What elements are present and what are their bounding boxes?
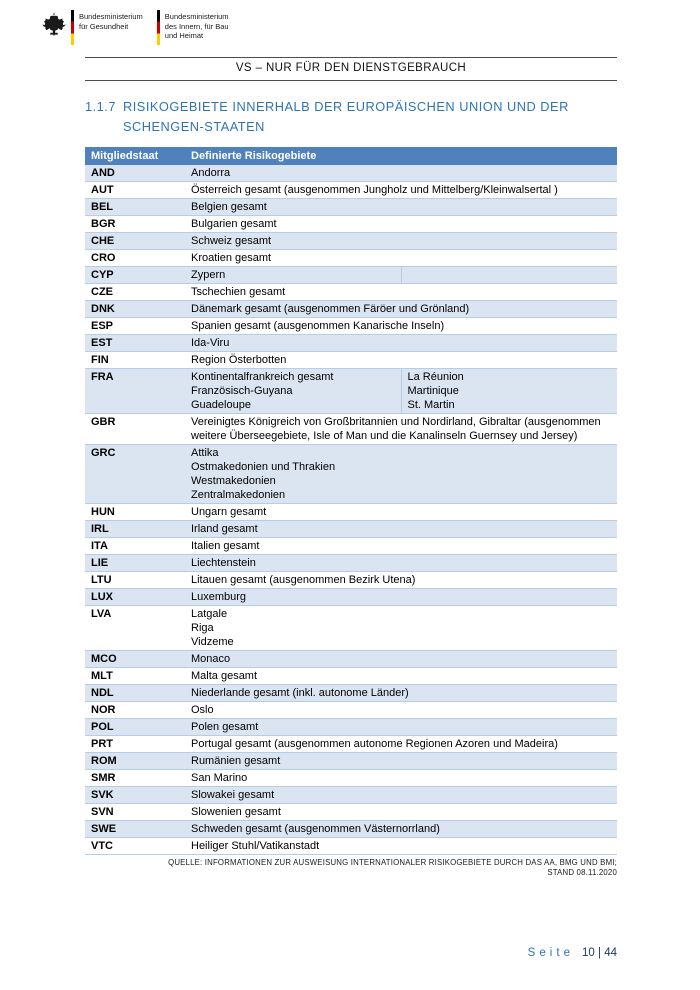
region-line: Ungarn gesamt [191, 506, 267, 518]
regions-subcell-right [401, 267, 618, 283]
region-line: Region Österbotten [191, 354, 287, 366]
table-row [85, 414, 617, 445]
regions-cell [185, 668, 617, 684]
table-row [85, 555, 617, 572]
regions-cell [185, 165, 617, 181]
regions-subcell [185, 572, 617, 588]
region-line: Österreich gesamt (ausgenommen Jungholz und Mittelberg/Kleinwalsertal ) [191, 184, 558, 196]
section-heading [85, 97, 617, 137]
regions-subcell [185, 589, 617, 605]
regions-subcell [185, 702, 617, 718]
page-number-total: 44 [604, 947, 617, 959]
regions-subcell [185, 267, 401, 283]
regions-cell [185, 250, 617, 266]
region-line: Rumänien gesamt [191, 755, 281, 767]
regions-subcell [185, 685, 617, 701]
table-row [85, 250, 617, 267]
page-number-separator: | [598, 947, 601, 959]
region-line: Portugal gesamt (ausgenommen autonome Regionen Azoren und Madeira) [191, 738, 558, 750]
region-line: Westmakedonien [191, 475, 276, 487]
member-state-code: BEL [91, 201, 113, 213]
regions-cell [185, 301, 617, 317]
member-state-code: GRC [91, 447, 116, 459]
bmi-logo-line: Bundesministerium [164, 12, 229, 21]
regions-cell [185, 787, 617, 803]
regions-subcell [185, 606, 617, 650]
table-row [85, 838, 617, 855]
regions-subcell [185, 753, 617, 769]
regions-cell [185, 804, 617, 820]
member-state-code: SWE [91, 823, 117, 835]
member-state-code: MCO [91, 653, 117, 665]
regions-cell [185, 284, 617, 300]
classification-banner: VS – NUR FÜR DEN DIENSTGEBRAUCH [85, 57, 617, 81]
regions-cell [185, 821, 617, 837]
member-state-code: SVK [91, 789, 114, 801]
regions-subcell [185, 216, 617, 232]
member-state-code: SVN [91, 806, 114, 818]
region-line: Vidzeme [191, 636, 234, 648]
bmi-logo-line: und Heimat [164, 31, 204, 40]
table-row [85, 821, 617, 838]
regions-subcell [185, 352, 617, 368]
region-line: Attika [191, 447, 219, 459]
region-line: Litauen gesamt (ausgenommen Bezirk Utena) [191, 574, 416, 586]
region-line: Ida-Viru [191, 337, 230, 349]
table-row [85, 702, 617, 719]
region-line: Irland gesamt [191, 523, 258, 535]
regions-subcell [185, 838, 617, 854]
member-state-code: FIN [91, 354, 109, 366]
table-row [85, 369, 617, 414]
regions-cell [185, 504, 617, 520]
table-row [85, 199, 617, 216]
region-line: Zentralmakedonien [191, 489, 286, 501]
table-row [85, 521, 617, 538]
column-header-risikogebiete: Definierte Risikogebiete [191, 150, 317, 162]
regions-cell [185, 736, 617, 752]
member-state-code: NDL [91, 687, 114, 699]
table-row [85, 504, 617, 521]
table-row [85, 589, 617, 606]
regions-cell [185, 335, 617, 351]
page-number [528, 947, 617, 959]
regions-subcell [185, 335, 617, 351]
source-note-line1: QUELLE: INFORMATIONEN ZUR AUSWEISUNG INTERNATIONALER RISIKOGEBIETE DURCH DAS AA, BMG UND BMI; [168, 858, 617, 867]
flag-stripe-icon [71, 10, 74, 45]
regions-cell [185, 685, 617, 701]
table-row [85, 651, 617, 668]
region-line: Heiliger Stuhl/Vatikanstadt [191, 840, 320, 852]
regions-subcell [185, 804, 617, 820]
regions-subcell [185, 414, 617, 444]
region-line: Tschechien gesamt [191, 286, 286, 298]
regions-subcell [185, 369, 401, 413]
table-row [85, 335, 617, 352]
member-state-code: ESP [91, 320, 114, 332]
ministry-logos [42, 10, 617, 45]
region-line: La Réunion [407, 371, 464, 383]
region-line: Kroatien gesamt [191, 252, 272, 264]
regions-cell [185, 572, 617, 588]
member-state-code: AND [91, 167, 115, 179]
regions-cell [185, 555, 617, 571]
regions-cell [185, 753, 617, 769]
bmg-logo-text [79, 10, 143, 31]
region-line: Bulgarien gesamt [191, 218, 277, 230]
risk-areas-table [85, 147, 617, 855]
region-line: Guadeloupe [191, 399, 251, 411]
regions-subcell [185, 504, 617, 520]
member-state-code: LTU [91, 574, 112, 586]
member-state-code: HUN [91, 506, 115, 518]
region-line: Vereinigtes Königreich von Großbritannien und Nordirland, Gibraltar (ausgenommen weitere Überseegebiete, Isle of Man und die Kanalinseln Guernsey und Jersey) [191, 416, 601, 442]
bmg-logo-line: Bundesministerium [79, 12, 143, 21]
regions-subcell [185, 719, 617, 735]
table-header-row [85, 147, 617, 165]
region-line: Luxemburg [191, 591, 247, 603]
member-state-code: LIE [91, 557, 109, 569]
region-line: Liechtenstein [191, 557, 256, 569]
regions-subcell [185, 301, 617, 317]
regions-subcell [185, 651, 617, 667]
table-row [85, 267, 617, 284]
regions-cell [185, 651, 617, 667]
member-state-code: ROM [91, 755, 117, 767]
page-number-label: Seite [527, 947, 574, 959]
regions-subcell [185, 233, 617, 249]
region-line: Monaco [191, 653, 231, 665]
region-line: Zypern [191, 269, 226, 281]
member-state-code: CYP [91, 269, 114, 281]
section-title: RISIKOGEBIETE INNERHALB DER EUROPÄISCHEN UNION UND DER SCHENGEN-STAATEN [123, 99, 569, 134]
table-row [85, 352, 617, 369]
region-line: Latgale [191, 608, 228, 620]
regions-subcell [185, 182, 617, 198]
region-line: St. Martin [407, 399, 455, 411]
bmg-logo [42, 10, 143, 45]
member-state-code: LUX [91, 591, 113, 603]
region-line: Oslo [191, 704, 214, 716]
member-state-code: AUT [91, 184, 114, 196]
regions-cell [185, 606, 617, 650]
table-row [85, 445, 617, 504]
member-state-code: ITA [91, 540, 108, 552]
table-row [85, 736, 617, 753]
regions-cell [185, 414, 617, 444]
regions-subcell [185, 555, 617, 571]
regions-cell [185, 838, 617, 854]
regions-subcell [185, 318, 617, 334]
region-line: Malta gesamt [191, 670, 258, 682]
regions-cell [185, 233, 617, 249]
member-state-code: IRL [91, 523, 109, 535]
regions-cell [185, 702, 617, 718]
member-state-code: EST [91, 337, 113, 349]
table-row [85, 804, 617, 821]
regions-cell [185, 318, 617, 334]
member-state-code: LVA [91, 608, 112, 620]
federal-eagle-icon [42, 11, 66, 38]
table-row [85, 685, 617, 702]
table-row [85, 165, 617, 182]
regions-cell [185, 267, 617, 283]
table-row [85, 538, 617, 555]
member-state-code: SMR [91, 772, 116, 784]
table-row [85, 284, 617, 301]
region-line: Andorra [191, 167, 231, 179]
member-state-code: MLT [91, 670, 113, 682]
member-state-code: CHE [91, 235, 115, 247]
region-line: Belgien gesamt [191, 201, 267, 213]
regions-subcell [185, 199, 617, 215]
region-line: Spanien gesamt (ausgenommen Kanarische Inseln) [191, 320, 445, 332]
regions-cell [185, 719, 617, 735]
regions-subcell [185, 521, 617, 537]
member-state-code: DNK [91, 303, 115, 315]
regions-subcell [185, 736, 617, 752]
regions-subcell [185, 165, 617, 181]
table-row [85, 753, 617, 770]
column-header-mitgliedstaat: Mitgliedstaat [91, 150, 159, 162]
member-state-code: POL [91, 721, 114, 733]
regions-subcell [185, 538, 617, 554]
regions-subcell-right [401, 369, 618, 413]
member-state-code: CZE [91, 286, 113, 298]
region-line: Französisch-Guyana [191, 385, 293, 397]
table-row [85, 182, 617, 199]
regions-subcell [185, 668, 617, 684]
bmi-logo [157, 10, 229, 45]
table-row [85, 233, 617, 250]
member-state-code: VTC [91, 840, 113, 852]
member-state-code: NOR [91, 704, 116, 716]
region-line: Schweden gesamt (ausgenommen Västernorrland) [191, 823, 440, 835]
region-line: Kontinentalfrankreich gesamt [191, 371, 334, 383]
regions-cell [185, 199, 617, 215]
table-row [85, 606, 617, 651]
bmi-logo-line: des Innern, für Bau [164, 21, 229, 31]
table-row [85, 318, 617, 335]
region-line: Slowenien gesamt [191, 806, 281, 818]
member-state-code: CRO [91, 252, 116, 264]
table-row [85, 770, 617, 787]
regions-subcell [185, 770, 617, 786]
table-row [85, 787, 617, 804]
region-line: Italien gesamt [191, 540, 260, 552]
regions-subcell [185, 787, 617, 803]
table-row [85, 572, 617, 589]
regions-subcell [185, 250, 617, 266]
region-line: San Marino [191, 772, 248, 784]
regions-subcell [185, 284, 617, 300]
section-number: 1.1.7 [85, 99, 116, 114]
table-body [85, 165, 617, 855]
member-state-code: GBR [91, 416, 116, 428]
region-line: Dänemark gesamt (ausgenommen Färöer und Grönland) [191, 303, 470, 315]
table-row [85, 668, 617, 685]
regions-cell [185, 589, 617, 605]
regions-cell [185, 369, 617, 413]
regions-cell [185, 352, 617, 368]
regions-cell [185, 182, 617, 198]
bmi-logo-text [165, 10, 229, 41]
regions-cell [185, 770, 617, 786]
member-state-code: FRA [91, 371, 114, 383]
table-row [85, 301, 617, 318]
regions-subcell [185, 445, 617, 503]
source-note [85, 858, 617, 878]
regions-cell [185, 216, 617, 232]
region-line: Polen gesamt [191, 721, 259, 733]
member-state-code: BGR [91, 218, 116, 230]
region-line: Niederlande gesamt (inkl. autonome Länder) [191, 687, 409, 699]
page-number-current: 10 [582, 947, 595, 959]
region-line: Schweiz gesamt [191, 235, 272, 247]
member-state-code: PRT [91, 738, 113, 750]
regions-cell [185, 521, 617, 537]
regions-subcell [185, 821, 617, 837]
regions-cell [185, 445, 617, 503]
table-row [85, 216, 617, 233]
bmg-logo-line: für Gesundheit [79, 21, 129, 31]
table-row [85, 719, 617, 736]
region-line: Martinique [407, 385, 459, 397]
region-line: Ostmakedonien und Thrakien [191, 461, 336, 473]
region-line: Slowakei gesamt [191, 789, 275, 801]
regions-cell [185, 538, 617, 554]
region-line: Riga [191, 622, 214, 634]
source-note-line2: STAND 08.11.2020 [547, 868, 617, 877]
flag-stripe-icon [157, 10, 160, 45]
